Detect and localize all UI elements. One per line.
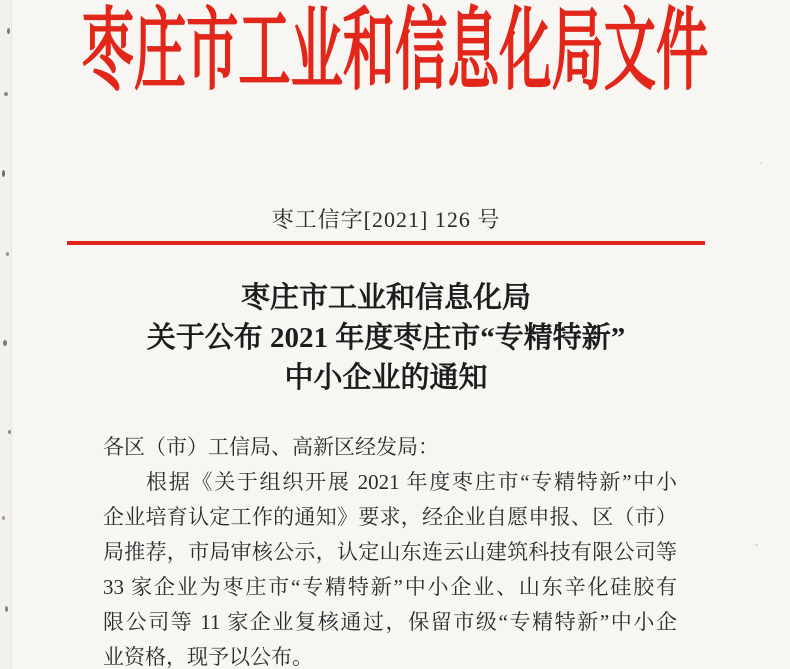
notice-title-line-2: 关于公布 2021 年度枣庄市“专精特新” [146,322,626,354]
scan-speck [5,606,8,612]
agency-header-title: 枣庄市工业和信息化局文件 [81,2,709,101]
body-line-1: 根据《关于组织开展 2021 年度枣庄市“专精特新”中小 [146,470,677,494]
scan-speck [2,516,5,520]
document-body [103,430,677,669]
body-line-4: 33 家企业为枣庄市“专精特新”中小企业、山东辛化硅胶有 [103,575,677,599]
notice-title-line-1: 枣庄市工业和信息化局 [240,282,531,314]
scan-speck [8,430,11,434]
agency-header [0,0,790,110]
salutation: 各区（市）工信局、高新区经发局： [103,435,439,459]
document-number: 枣工信字[2021] 126 号 [271,207,501,232]
scan-speck [2,170,5,177]
scan-speck [755,544,758,546]
scan-speck [760,162,762,164]
body-line-6: 业资格，现予以公布。 [103,645,313,669]
notice-title [0,278,772,398]
notice-title-line-3: 中小企业的通知 [284,362,488,394]
scan-speck [6,252,9,256]
red-divider-rule [67,241,705,245]
body-line-2: 企业培育认定工作的通知》要求，经企业自愿申报、区（市） [103,505,677,529]
body-line-5: 限公司等 11 家企业复核通过，保留市级“专精特新”中小企 [103,610,677,634]
body-line-3: 局推荐，市局审核公示，认定山东连云山建筑科技有限公司等 [103,540,677,564]
